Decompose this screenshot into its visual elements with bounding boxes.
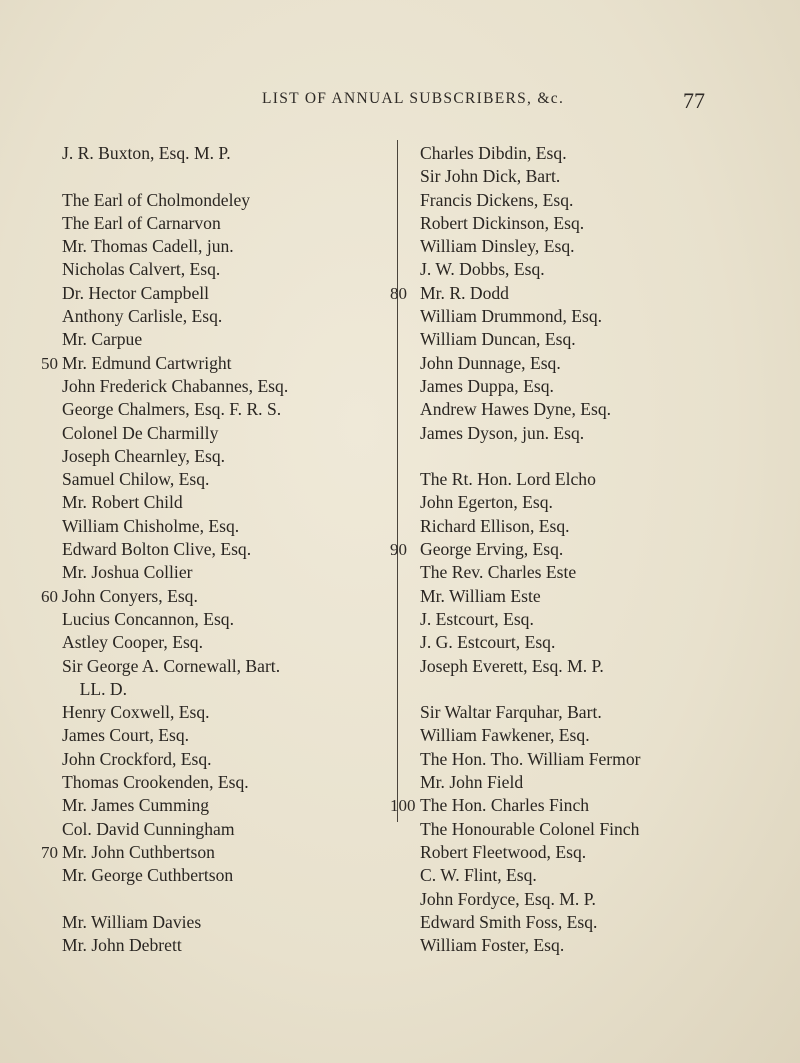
subscriber-entry — [420, 468, 780, 491]
subscriber-entry — [62, 794, 392, 817]
subscriber-entry — [420, 491, 780, 514]
subscriber-name: William Fawkener, Esq. — [420, 725, 590, 746]
subscriber-name: James Duppa, Esq. — [420, 375, 554, 396]
entry-number: 90 — [390, 540, 407, 560]
subscriber-name: C. W. Flint, Esq. — [420, 865, 537, 886]
subscriber-name: Robert Dickinson, Esq. — [420, 212, 585, 233]
subscriber-name: The Honourable Colonel Finch — [420, 818, 640, 839]
subscriber-name: Mr. John Debrett — [62, 935, 182, 956]
subscriber-entry — [62, 818, 392, 841]
subscriber-name: William Duncan, Esq. — [420, 329, 576, 350]
subscriber-name: Thomas Crookenden, Esq. — [62, 772, 249, 793]
subscriber-name: John Dunnage, Esq. — [420, 352, 561, 373]
subscriber-name: The Earl of Carnarvon — [62, 212, 221, 233]
subscriber-name: George Erving, Esq. — [420, 539, 564, 560]
subscriber-entry — [62, 538, 392, 561]
subscriber-name: Joseph Everett, Esq. M. P. — [420, 655, 604, 676]
page-number: 77 — [683, 88, 705, 113]
entry-number: 50 — [41, 353, 58, 373]
subscriber-entry — [420, 305, 780, 328]
subscriber-name: The Rt. Hon. Lord Elcho — [420, 469, 596, 490]
subscriber-name: Andrew Hawes Dyne, Esq. — [420, 399, 612, 420]
subscriber-name: J. G. Estcourt, Esq. — [420, 632, 556, 653]
subscriber-entry — [62, 748, 392, 771]
subscriber-entry — [62, 258, 392, 281]
subscriber-entry — [420, 189, 780, 212]
subscriber-name: Mr. Carpue — [62, 329, 143, 350]
subscriber-entry — [420, 352, 780, 375]
subscriber-entry — [62, 305, 392, 328]
subscriber-entry — [420, 864, 780, 887]
subscriber-name: James Court, Esq. — [62, 725, 190, 746]
subscriber-entry — [420, 631, 780, 654]
subscriber-name: Samuel Chilow, Esq. — [62, 469, 210, 490]
subscriber-name: The Hon. Charles Finch — [420, 795, 590, 816]
subscriber-entry — [420, 608, 780, 631]
subscriber-name: Mr. Thomas Cadell, jun. — [62, 236, 234, 257]
subscriber-name: Mr. James Cumming — [62, 795, 210, 816]
subscriber-entry — [420, 328, 780, 351]
subscriber-name: Mr. Robert Child — [62, 492, 183, 513]
subscriber-entry — [420, 934, 780, 957]
subscriber-name: Astley Cooper, Esq. — [62, 632, 204, 653]
subscriber-entry — [62, 515, 392, 538]
subscriber-entry — [420, 212, 780, 235]
subscriber-entry — [62, 561, 392, 584]
subscriber-name: Mr. R. Dodd — [420, 282, 509, 303]
subscriber-entry — [62, 328, 392, 351]
subscriber-name: Mr. William Davies — [62, 911, 202, 932]
column-divider — [397, 140, 398, 822]
entry-number: 80 — [390, 283, 407, 303]
subscriber-name: Colonel De Charmilly — [62, 422, 219, 443]
subscriber-name: John Conyers, Esq. — [62, 585, 198, 606]
subscriber-entry — [62, 468, 392, 491]
subscriber-entry — [62, 142, 392, 165]
subscriber-name: Robert Fleetwood, Esq. — [420, 841, 587, 862]
subscriber-entry — [62, 491, 392, 514]
subscriber-entry — [62, 398, 392, 421]
section-gap — [420, 445, 780, 468]
subscriber-entry — [420, 258, 780, 281]
subscriber-entry — [62, 678, 392, 701]
subscriber-name: John Fordyce, Esq. M. P. — [420, 888, 596, 909]
subscriber-name: Mr. George Cuthbertson — [62, 865, 234, 886]
subscriber-entry — [62, 212, 392, 235]
subscriber-name: William Chisholme, Esq. — [62, 515, 240, 536]
subscriber-entry — [420, 771, 780, 794]
subscriber-name: The Hon. Tho. William Fermor — [420, 748, 641, 769]
subscriber-entry — [41, 585, 392, 608]
subscriber-name: Mr. Edmund Cartwright — [62, 352, 232, 373]
subscriber-entry — [41, 352, 392, 375]
left-subscriber-column — [41, 142, 392, 957]
subscriber-name: Sir George A. Cornewall, Bart. — [62, 655, 281, 676]
subscriber-entry — [420, 515, 780, 538]
entry-number: 60 — [41, 586, 58, 606]
subscriber-name: Richard Ellison, Esq. — [420, 515, 570, 536]
subscriber-name: Mr. John Field — [420, 772, 524, 793]
subscriber-entry — [420, 585, 780, 608]
subscriber-entry — [420, 235, 780, 258]
entry-number: 100 — [390, 796, 416, 816]
subscriber-entry — [420, 165, 780, 188]
subscriber-entry — [420, 841, 780, 864]
subscriber-entry — [420, 724, 780, 747]
subscriber-name: Mr. William Este — [420, 585, 541, 606]
subscriber-name: Sir Waltar Farquhar, Bart. — [420, 702, 602, 723]
subscriber-entry — [62, 189, 392, 212]
subscriber-entry — [62, 631, 392, 654]
subscriber-name: Edward Smith Foss, Esq. — [420, 911, 598, 932]
subscriber-entry — [420, 142, 780, 165]
subscriber-entry — [62, 608, 392, 631]
subscriber-name: LL. D. — [62, 678, 127, 699]
subscriber-name: Sir John Dick, Bart. — [420, 166, 561, 187]
subscriber-entry — [420, 398, 780, 421]
section-gap — [62, 165, 392, 188]
subscriber-entry — [420, 701, 780, 724]
subscriber-entry — [420, 748, 780, 771]
subscriber-name: Anthony Carlisle, Esq. — [62, 306, 223, 327]
subscriber-entry — [62, 422, 392, 445]
subscriber-name: Mr. Joshua Collier — [62, 562, 193, 583]
subscriber-entry — [420, 911, 780, 934]
subscriber-name: Col. David Cunningham — [62, 818, 235, 839]
right-subscriber-column — [390, 142, 780, 957]
subscriber-name: Lucius Concannon, Esq. — [62, 608, 235, 629]
subscriber-entry — [420, 655, 780, 678]
subscriber-entry — [62, 701, 392, 724]
subscriber-name: John Frederick Chabannes, Esq. — [62, 375, 289, 396]
subscriber-entry — [390, 794, 780, 817]
section-gap — [62, 888, 392, 911]
subscriber-name: William Drummond, Esq. — [420, 306, 603, 327]
entry-number: 70 — [41, 842, 58, 862]
subscriber-name: William Dinsley, Esq. — [420, 236, 575, 257]
subscriber-entry — [62, 864, 392, 887]
subscriber-name: John Crockford, Esq. — [62, 748, 212, 769]
subscriber-entry — [62, 282, 392, 305]
running-head: LIST OF ANNUAL SUBSCRIBERS, &c. — [262, 90, 565, 107]
subscriber-entry — [390, 282, 780, 305]
subscriber-name: Edward Bolton Clive, Esq. — [62, 539, 252, 560]
subscriber-name: Henry Coxwell, Esq. — [62, 702, 210, 723]
subscriber-name: Francis Dickens, Esq. — [420, 189, 574, 210]
page-header — [0, 90, 800, 114]
subscriber-entry — [420, 375, 780, 398]
subscriber-name: Joseph Chearnley, Esq. — [62, 445, 226, 466]
subscriber-entry — [62, 445, 392, 468]
subscriber-name: John Egerton, Esq. — [420, 492, 553, 513]
subscriber-name: Charles Dibdin, Esq. — [420, 143, 567, 163]
subscriber-name: J. R. Buxton, Esq. M. P. — [62, 143, 231, 163]
subscriber-entry — [41, 841, 392, 864]
section-gap — [420, 678, 780, 701]
subscriber-name: William Foster, Esq. — [420, 935, 565, 956]
subscriber-entry — [62, 655, 392, 678]
subscriber-name: George Chalmers, Esq. F. R. S. — [62, 399, 282, 420]
subscriber-entry — [390, 538, 780, 561]
subscriber-entry — [62, 235, 392, 258]
subscriber-name: The Earl of Cholmondeley — [62, 189, 251, 210]
subscriber-name: Mr. John Cuthbertson — [62, 841, 215, 862]
subscriber-name: The Rev. Charles Este — [420, 562, 577, 583]
subscriber-entry — [62, 375, 392, 398]
subscriber-entry — [62, 771, 392, 794]
subscriber-name: J. W. Dobbs, Esq. — [420, 259, 545, 280]
subscriber-entry — [62, 724, 392, 747]
subscriber-entry — [420, 888, 780, 911]
subscriber-entry — [62, 911, 392, 934]
subscriber-entry — [62, 934, 392, 957]
subscriber-name: James Dyson, jun. Esq. — [420, 422, 585, 443]
subscriber-name: Nicholas Calvert, Esq. — [62, 259, 221, 280]
subscriber-entry — [420, 422, 780, 445]
subscriber-entry — [420, 561, 780, 584]
subscriber-name: Dr. Hector Campbell — [62, 282, 210, 303]
subscriber-entry — [420, 818, 780, 841]
subscriber-name: J. Estcourt, Esq. — [420, 608, 534, 629]
